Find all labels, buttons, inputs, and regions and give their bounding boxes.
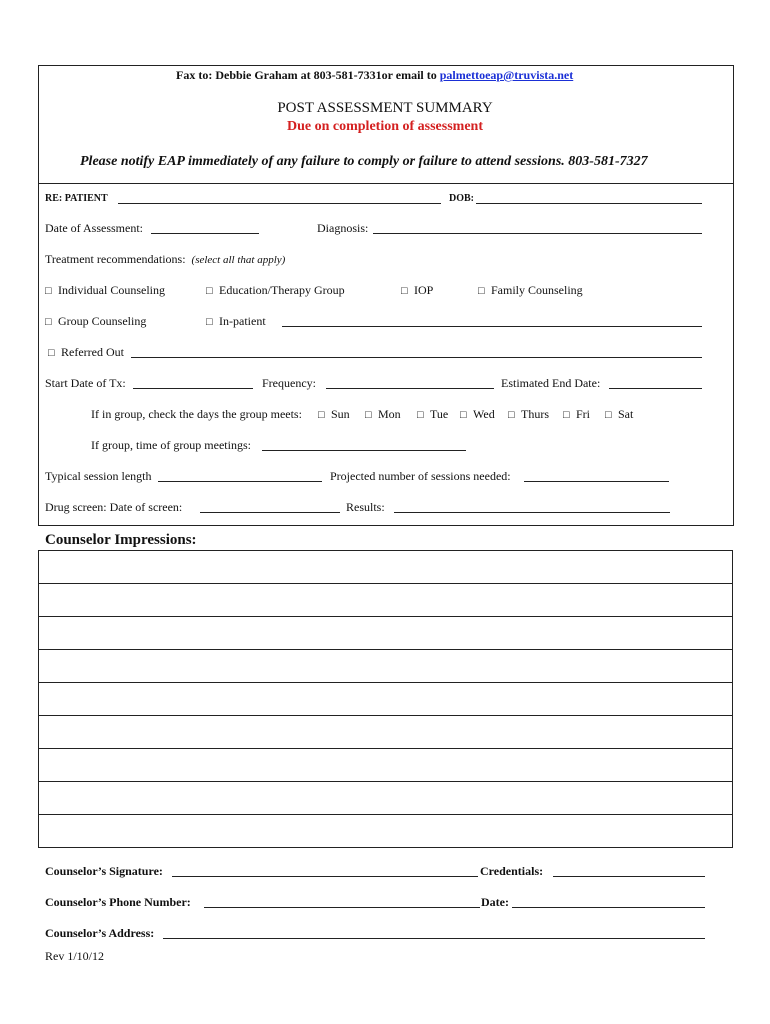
patient-field[interactable] (118, 191, 441, 204)
day-label: Wed (473, 407, 495, 421)
day-tue[interactable] (417, 407, 448, 422)
session-length-label: Typical session length (45, 469, 152, 483)
day-label: Tue (430, 407, 449, 421)
projected-sessions-label: Projected number of sessions needed: (330, 469, 511, 483)
option-group[interactable] (45, 314, 146, 329)
day-thurs[interactable] (508, 407, 549, 422)
option-education[interactable] (206, 283, 345, 298)
day-wed[interactable] (460, 407, 495, 422)
impressions-line (38, 715, 732, 716)
checkbox-icon[interactable]: □ (417, 409, 424, 421)
projected-sessions-field[interactable] (524, 468, 669, 482)
checkbox-icon[interactable]: □ (318, 409, 325, 421)
date-field[interactable] (512, 894, 705, 908)
notice-text: Please notify EAP immediately of any failure to comply or failure to attend sessions. 803-581-7327 (80, 154, 648, 169)
signature-field[interactable] (172, 863, 478, 877)
day-label: Thurs (521, 407, 549, 421)
checkbox-icon[interactable]: □ (365, 409, 372, 421)
option-inpatient[interactable] (206, 314, 266, 329)
group-time-field[interactable] (262, 437, 466, 451)
option-iop[interactable] (401, 283, 433, 298)
checkbox-icon[interactable]: □ (48, 347, 55, 359)
estimated-end-field[interactable] (609, 375, 702, 389)
credentials-label: Credentials: (480, 864, 544, 878)
form-title: POST ASSESSMENT SUMMARY (277, 100, 493, 116)
session-length-field[interactable] (158, 468, 322, 482)
estimated-end-label: Estimated End Date: (501, 376, 601, 390)
start-date-field[interactable] (133, 375, 253, 389)
diagnosis-label: Diagnosis: (317, 221, 369, 235)
dob-field[interactable] (476, 191, 702, 204)
dob-label: DOB: (449, 193, 474, 204)
checkbox-icon[interactable]: □ (460, 409, 467, 421)
day-mon[interactable] (365, 407, 401, 422)
option-label: Individual Counseling (58, 283, 165, 297)
impressions-line (38, 682, 732, 683)
checkbox-icon[interactable]: □ (563, 409, 570, 421)
frequency-label: Frequency: (262, 376, 316, 390)
drug-screen-label: Drug screen: Date of screen: (45, 500, 183, 514)
start-date-label: Start Date of Tx: (45, 376, 126, 390)
day-sat[interactable] (605, 407, 633, 422)
credentials-field[interactable] (553, 863, 705, 877)
signature-label: Counselor’s Signature: (45, 864, 163, 878)
results-field[interactable] (394, 499, 670, 513)
address-label: Counselor’s Address: (45, 926, 155, 940)
address-field[interactable] (163, 925, 705, 939)
re-patient-label: RE: PATIENT (45, 193, 108, 204)
checkbox-icon[interactable]: □ (401, 285, 408, 297)
option-label: Referred Out (61, 345, 124, 359)
day-sun[interactable] (318, 407, 350, 422)
option-individual[interactable] (45, 283, 165, 298)
email-link[interactable]: palmettoeap@truvista.net (439, 68, 574, 82)
option-label: In-patient (219, 314, 266, 328)
impressions-line (38, 649, 732, 650)
diagnosis-field[interactable] (373, 220, 702, 234)
revision-text: Rev 1/10/12 (45, 949, 104, 963)
form-subtitle: Due on completion of assessment (287, 119, 483, 134)
treatment-label (45, 252, 285, 267)
impressions-line (38, 583, 732, 584)
date-of-assessment-label: Date of Assessment: (45, 221, 143, 235)
fax-text: Fax to: Debbie Graham at 803-581-7331or email to (176, 68, 440, 82)
option-referred[interactable] (48, 345, 124, 360)
day-fri[interactable] (563, 407, 590, 422)
day-label: Sat (618, 407, 634, 421)
inpatient-field[interactable] (282, 313, 702, 327)
treatment-hint: (select all that apply) (191, 254, 286, 266)
day-label: Sun (331, 407, 350, 421)
checkbox-icon[interactable]: □ (605, 409, 612, 421)
impressions-box[interactable] (38, 550, 733, 848)
option-family[interactable] (478, 283, 583, 298)
checkbox-icon[interactable]: □ (508, 409, 515, 421)
treatment-text: Treatment recommendations: (45, 252, 186, 266)
checkbox-icon[interactable]: □ (206, 285, 213, 297)
impressions-line (38, 814, 732, 815)
impressions-line (38, 748, 732, 749)
impressions-line (38, 616, 732, 617)
checkbox-icon[interactable]: □ (206, 316, 213, 328)
phone-label: Counselor’s Phone Number: (45, 895, 191, 909)
results-label: Results: (346, 500, 385, 514)
group-days-label: If in group, check the days the group meets: (91, 407, 302, 421)
option-label: Education/Therapy Group (219, 283, 345, 297)
option-label: Family Counseling (491, 283, 583, 297)
group-time-label: If group, time of group meetings: (91, 438, 251, 452)
option-label: Group Counseling (58, 314, 147, 328)
fax-line (176, 68, 573, 83)
checkbox-icon[interactable]: □ (45, 285, 52, 297)
header-divider (38, 183, 733, 184)
day-label: Mon (378, 407, 401, 421)
drug-screen-date-field[interactable] (200, 499, 340, 513)
frequency-field[interactable] (326, 375, 494, 389)
checkbox-icon[interactable]: □ (478, 285, 485, 297)
option-label: IOP (414, 283, 434, 297)
impressions-heading: Counselor Impressions: (45, 532, 197, 548)
impressions-line (38, 781, 732, 782)
date-label: Date: (481, 895, 509, 909)
referred-field[interactable] (131, 344, 702, 358)
phone-field[interactable] (204, 894, 480, 908)
date-of-assessment-field[interactable] (151, 220, 259, 234)
checkbox-icon[interactable]: □ (45, 316, 52, 328)
day-label: Fri (576, 407, 591, 421)
